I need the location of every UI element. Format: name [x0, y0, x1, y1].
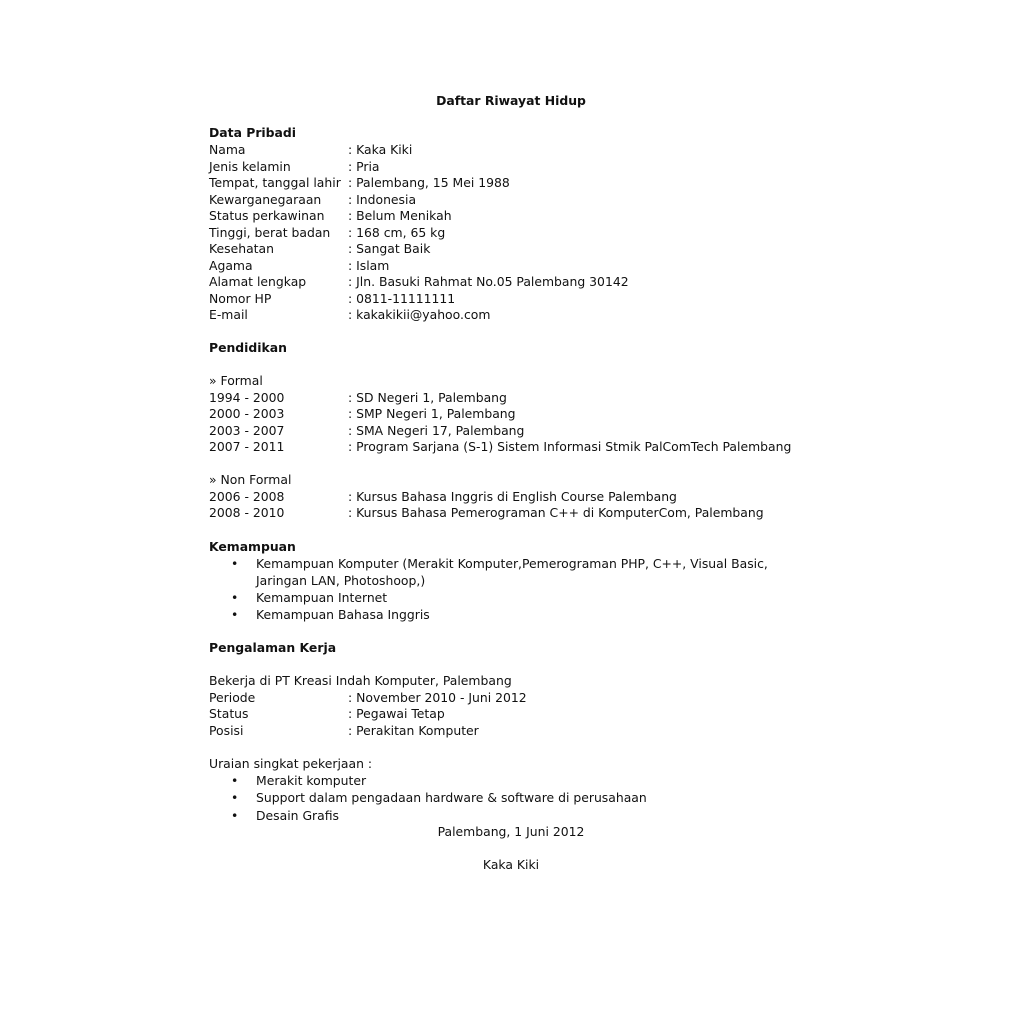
job-description-label: Uraian singkat pekerjaan : [209, 756, 373, 771]
job-task: Merakit komputer [256, 773, 367, 788]
job-field-label: Posisi [209, 722, 244, 738]
company-line: Bekerja di PT Kreasi Indah Komputer, Palembang [209, 673, 512, 688]
field-value: : Belum Menikah [348, 208, 452, 223]
field-value: : kakakikii@yahoo.com [348, 307, 491, 322]
section-heading-data-pribadi: Data Pribadi [209, 125, 297, 140]
subheading-non-formal: » Non Formal [209, 472, 292, 487]
field-value: : 0811-11111111 [348, 290, 456, 306]
field-value: : 168 cm, 65 kg [348, 224, 446, 240]
signature-name: Kaka Kiki [482, 857, 540, 872]
job-task: Desain Grafis [256, 808, 339, 823]
education-period: 2000 - 2003 [209, 406, 285, 421]
field-label: Agama [209, 257, 253, 273]
skill-item-continued: Jaringan LAN, Photoshoop,) [256, 572, 426, 588]
bullet-icon: • [231, 589, 239, 605]
education-school: : Program Sarjana (S-1) Sistem Informasi Stmik PalComTech Palembang [348, 439, 792, 454]
education-school: : SMA Negeri 17, Palembang [348, 422, 525, 438]
job-field-value: : Perakitan Komputer [348, 722, 479, 738]
field-value: : Sangat Baik [348, 241, 431, 256]
skill-item: Kemampuan Internet [256, 589, 388, 605]
field-label: Kewarganegaraan [209, 191, 322, 207]
field-label: Status perkawinan [209, 208, 325, 223]
bullet-icon: • [231, 808, 239, 823]
education-period: 2007 - 2011 [209, 439, 285, 454]
section-heading-pendidikan: Pendidikan [209, 340, 287, 355]
field-value: : Pria [348, 158, 380, 174]
education-school: : SMP Negeri 1, Palembang [348, 406, 516, 421]
course-period: 2006 - 2008 [209, 488, 285, 504]
field-value: : Jln. Basuki Rahmat No.05 Palembang 30142 [348, 274, 629, 289]
field-label: Kesehatan [209, 241, 274, 256]
course-name: : Kursus Bahasa Inggris di English Course Palembang [348, 488, 677, 504]
document-title: Daftar Riwayat Hidup [436, 93, 586, 108]
education-period: 1994 - 2000 [209, 389, 285, 405]
section-heading-pengalaman: Pengalaman Kerja [209, 640, 337, 655]
field-label: Nomor HP [209, 290, 272, 306]
job-task: Support dalam pengadaan hardware & software di perusahaan [256, 790, 647, 805]
skill-item: Kemampuan Bahasa Inggris [256, 607, 430, 622]
bullet-icon: • [231, 790, 239, 805]
education-period: 2003 - 2007 [209, 422, 285, 438]
subheading-formal: » Formal [209, 373, 263, 388]
job-field-value: : Pegawai Tetap [348, 706, 445, 721]
section-heading-kemampuan: Kemampuan [209, 539, 296, 554]
field-value: : Palembang, 15 Mei 1988 [348, 175, 510, 190]
education-school: : SD Negeri 1, Palembang [348, 389, 507, 405]
course-period: 2008 - 2010 [209, 505, 285, 520]
bullet-icon: • [231, 556, 239, 571]
field-label: E-mail [209, 307, 248, 322]
field-label: Tinggi, berat badan [209, 224, 331, 240]
field-label: Nama [209, 142, 246, 157]
field-value: : Kaka Kiki [348, 142, 413, 157]
bullet-icon: • [231, 773, 239, 788]
job-field-label: Periode [209, 689, 256, 705]
skill-item: Kemampuan Komputer (Merakit Komputer,Pemerograman PHP, C++, Visual Basic, [256, 556, 768, 571]
bullet-icon: • [231, 607, 239, 622]
signature-place-date: Palembang, 1 Juni 2012 [437, 824, 585, 839]
field-label: Tempat, tanggal lahir [209, 175, 341, 190]
course-name: : Kursus Bahasa Pemerograman C++ di KomputerCom, Palembang [348, 505, 764, 520]
job-field-label: Status [209, 706, 249, 721]
field-value: : Islam [348, 257, 390, 273]
field-label: Jenis kelamin [209, 158, 291, 174]
job-field-value: : November 2010 - Juni 2012 [348, 689, 527, 705]
field-value: : Indonesia [348, 191, 417, 207]
field-label: Alamat lengkap [209, 274, 307, 289]
